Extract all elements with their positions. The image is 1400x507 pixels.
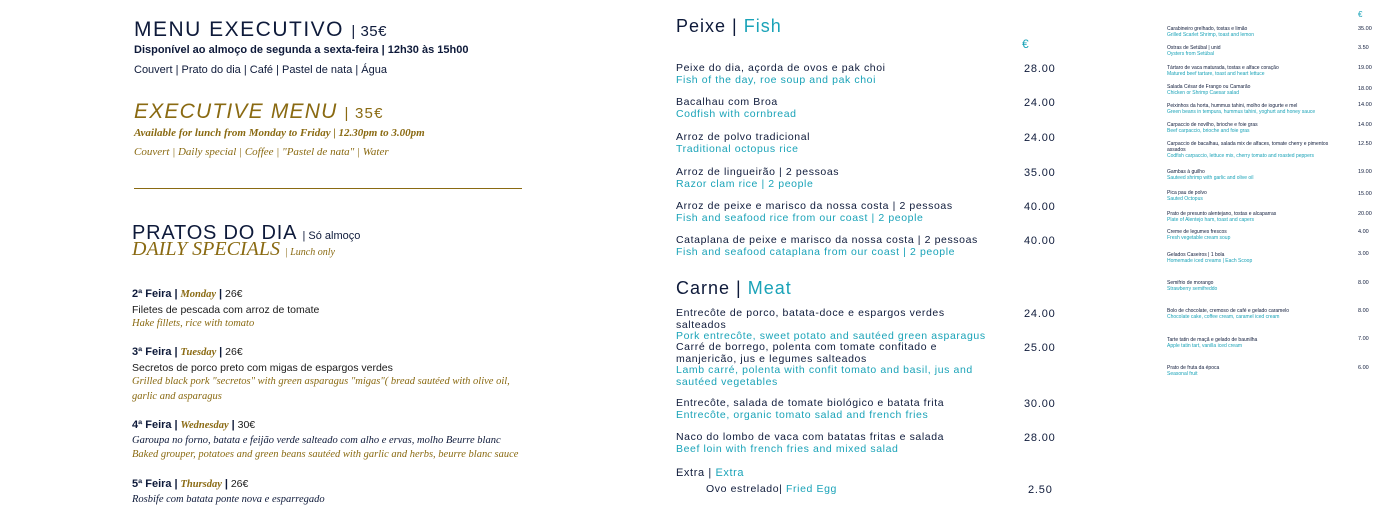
fish-title-pt: Peixe xyxy=(676,16,726,36)
executive-menu-title xyxy=(134,18,387,42)
day-dish-pt: Filetes de pescada com arroz de tomate xyxy=(132,303,532,318)
item-price: 14.00 xyxy=(1358,122,1372,128)
menu-item xyxy=(676,132,996,155)
item-name-en: Homemade iced creams | Each Scoop xyxy=(1167,258,1347,264)
item-name-en: Grilled Scarlet Shrimp, toast and lemon xyxy=(1167,32,1347,38)
extra-section-title: Extra | Extra xyxy=(676,467,744,479)
extra-title-pt: Extra xyxy=(676,467,705,479)
item-name-en: Plate of Alentejo ham, toast and capers xyxy=(1167,217,1347,223)
day-dish-en: Baked grouper, potatoes and green beans sautéed with garlic and herbs, beurre blanc sauce xyxy=(132,448,527,463)
item-price: 28.00 xyxy=(1024,63,1056,75)
day-name: 5ª Feira xyxy=(132,478,172,490)
item-price: 24.00 xyxy=(1024,308,1056,320)
item-name-pt: Arroz de polvo tradicional xyxy=(676,132,996,144)
day-dish-pt: Secretos de porco preto com migas de espargos verdes xyxy=(132,361,522,376)
day-price: 26€ xyxy=(225,346,243,358)
item-name-en: Oysters from Setúbal xyxy=(1167,51,1347,57)
fish-title-en: Fish xyxy=(744,16,782,36)
item-name-pt: Bolo de chocolate, cremoso de café e gelado caramelo xyxy=(1167,308,1347,314)
item-price: 25.00 xyxy=(1024,342,1056,354)
item-price: 4.00 xyxy=(1358,229,1369,235)
item-name-pt: Tártaro de vaca maturada, tostas e alface coração xyxy=(1167,65,1347,71)
item-price: 24.00 xyxy=(1024,132,1056,144)
item-price: 7.00 xyxy=(1358,336,1369,342)
item-name-pt: Entrecôte, salada de tomate biológico e batata frita xyxy=(676,398,996,410)
day-price: 26€ xyxy=(231,478,249,490)
menu-item xyxy=(676,201,996,224)
extra-item-pt: Ovo estrelado| xyxy=(706,483,783,495)
executive-menu-en-price: | 35€ xyxy=(345,105,384,122)
item-name-pt: Carabineiro grelhado, tostas e limão xyxy=(1167,26,1347,32)
right-menu-item xyxy=(1167,229,1347,241)
item-name-en: Fish and seafood cataplana from our coast | 2 people xyxy=(676,247,996,259)
day-name: 4ª Feira xyxy=(132,419,172,431)
day-dish-en: Grilled black pork "secretos" with green asparagus "migas"( bread sautéed with olive oil, garlic and asparagus xyxy=(132,375,522,404)
day-name-en: Thursday xyxy=(180,479,221,490)
item-name-pt: Arroz de lingueirão | 2 pessoas xyxy=(676,167,996,179)
item-price: 30.00 xyxy=(1024,398,1056,410)
right-menu-item xyxy=(1167,365,1347,377)
right-menu-item xyxy=(1167,337,1347,349)
daily-specials-title-en xyxy=(132,238,335,261)
item-price: 3.50 xyxy=(1358,45,1369,51)
item-name-pt: Creme de legumes frescos xyxy=(1167,229,1347,235)
item-price: 8.00 xyxy=(1358,280,1369,286)
daily-specials-title-text: PRATOS DO DIA xyxy=(132,222,296,244)
meat-title-pt: Carne xyxy=(676,278,730,298)
right-menu-item xyxy=(1167,65,1347,77)
day-dish-pt: Rosbife com batata ponte nova e esparregado xyxy=(132,493,532,507)
item-name-en: Codfish carpaccio, lettuce mix, cherry tomato and roasted peppers xyxy=(1167,153,1347,159)
executive-menu-en-title xyxy=(134,100,384,124)
item-price: 6.00 xyxy=(1358,365,1369,371)
item-name-en: Fresh vegetable cream soup xyxy=(1167,235,1347,241)
day-name-en: Wednesday xyxy=(180,420,228,431)
item-price: 40.00 xyxy=(1024,201,1056,213)
item-price: 14.00 xyxy=(1358,102,1372,108)
item-price: 12.50 xyxy=(1358,141,1372,147)
day-price: 26€ xyxy=(225,288,243,300)
executive-menu-availability: Disponível ao almoço de segunda a sexta-feira | 12h30 às 15h00 xyxy=(134,44,468,56)
item-price: 19.00 xyxy=(1358,169,1372,175)
item-price: 20.00 xyxy=(1358,211,1372,217)
item-name-en: Razor clam rice | 2 people xyxy=(676,179,996,191)
right-menu-item xyxy=(1167,190,1347,202)
item-price: 15.00 xyxy=(1358,191,1372,197)
right-menu-item xyxy=(1167,26,1347,38)
item-name-pt: Gambas à guilho xyxy=(1167,169,1347,175)
day-price: 30€ xyxy=(238,419,256,431)
extra-item-en: Fried Egg xyxy=(786,483,837,495)
item-name-en: Chocolate cake, coffee cream, caramel iced cream xyxy=(1167,314,1347,320)
day-dish-en: Hake fillets, rice with tomato xyxy=(132,317,532,332)
daily-specials-title-en-text: DAILY SPECIALS xyxy=(132,238,280,260)
item-name-pt: Peixe do dia, açorda de ovos e pak choi xyxy=(676,63,996,75)
item-name-pt: Entrecôte de porco, batata-doce e espargos verdes salteados xyxy=(676,308,996,331)
item-name-en: Chicken or Shrimp Caesar salad xyxy=(1167,90,1347,96)
section-divider xyxy=(134,188,522,189)
item-name-en: Beef loin with french fries and mixed salad xyxy=(676,444,996,456)
right-menu-item xyxy=(1167,45,1347,57)
item-name-en: Lamb carré, polenta with confit tomato and basil, jus and sautéed vegetables xyxy=(676,365,996,388)
item-name-pt: Gelados Caseiros | 1 bola xyxy=(1167,252,1347,258)
item-name-en: Beef carpaccio, brioche and foie gras xyxy=(1167,128,1347,134)
day-name: 2ª Feira xyxy=(132,288,172,300)
item-name-en: Strawberry semifreddo xyxy=(1167,286,1347,292)
daily-specials-note: | Só almoço xyxy=(303,230,361,242)
menu-item xyxy=(676,398,996,421)
right-menu-item xyxy=(1167,308,1347,320)
daily-special-thursday: 5ª Feira | Thursday | 26€ Rosbife com batata ponte nova e esparregado xyxy=(132,477,532,507)
menu-item xyxy=(676,97,996,120)
item-price: 8.00 xyxy=(1358,308,1369,314)
item-name-en: Pork entrecôte, sweet potato and sautéed green asparagus xyxy=(676,331,996,343)
item-name-pt: Prato de fruta da época xyxy=(1167,365,1347,371)
executive-menu-en-availability: Available for lunch from Monday to Friday | 12.30pm to 3.00pm xyxy=(134,127,425,139)
right-menu-item xyxy=(1167,280,1347,292)
item-name-en: Green beans in tempura, hummus tahini, yoghurt and honey sauce xyxy=(1167,109,1347,115)
item-name-pt: Pica pau de polvo xyxy=(1167,190,1347,196)
currency-label-right: € xyxy=(1358,10,1362,19)
item-price: 35.00 xyxy=(1024,167,1056,179)
day-name: 3ª Feira xyxy=(132,346,172,358)
executive-menu-title-text: MENU EXECUTIVO xyxy=(134,18,344,41)
item-name-pt: Prato de presunto alentejano, tostas e alcaparras xyxy=(1167,211,1347,217)
item-name-pt: Carpaccio de bacalhau, salada mix de alfaces, tomate cherry e pimentos assados xyxy=(1167,141,1347,153)
day-name-en: Monday xyxy=(180,289,216,300)
day-dish-pt: Garoupa no forno, batata e feijão verde salteado com alho e ervas, molho Beurre blanc xyxy=(132,434,527,449)
menu-item xyxy=(676,342,996,388)
item-name-pt: Salada César de Frango ou Camarão xyxy=(1167,84,1347,90)
daily-special-wednesday: 4ª Feira | Wednesday | 30€ Garoupa no forno, batata e feijão verde salteado com alho e ervas, molho Beurre blanc Baked grouper, potatoes and green beans sautéed with garlic and herbs, beurre blanc sauce xyxy=(132,418,527,463)
item-name-pt: Tarte tatin de maçã e gelado de baunilha xyxy=(1167,337,1347,343)
item-name-en: Traditional octopus rice xyxy=(676,144,996,156)
meat-title-en: Meat xyxy=(748,278,792,298)
daily-specials-note-en: | Lunch only xyxy=(285,247,335,258)
menu-item xyxy=(676,432,996,455)
item-name-pt: Peixinhos da horta, hummus tahini, molho de iogurte e mel xyxy=(1167,103,1347,109)
item-name-pt: Cataplana de peixe e marisco da nossa costa | 2 pessoas xyxy=(676,235,996,247)
item-name-en: Seasonal fruit xyxy=(1167,371,1347,377)
executive-menu-en-couvert: Couvert | Daily special | Coffee | "Pastel de nata" | Water xyxy=(134,146,389,158)
extra-title-en: Extra xyxy=(715,467,744,479)
right-menu-item xyxy=(1167,141,1347,159)
executive-menu-couvert: Couvert | Prato do dia | Café | Pastel de nata | Água xyxy=(134,64,387,76)
item-name-en: Fish of the day, roe soup and pak choi xyxy=(676,75,996,87)
item-name-en: Sauteed shrimp with garlic and olive oil xyxy=(1167,175,1347,181)
item-name-pt: Carpaccio de novilho, brioche e foie gras xyxy=(1167,122,1347,128)
executive-menu-en-title-text: EXECUTIVE MENU xyxy=(134,100,338,123)
item-name-en: Codfish with cornbread xyxy=(676,109,996,121)
item-price: 18.00 xyxy=(1358,86,1372,92)
item-name-pt: Ostras de Setúbal | unid xyxy=(1167,45,1347,51)
right-menu-item xyxy=(1167,122,1347,134)
item-price: 28.00 xyxy=(1024,432,1056,444)
item-price: 40.00 xyxy=(1024,235,1056,247)
right-menu-item xyxy=(1167,252,1347,264)
item-name-pt: Arroz de peixe e marisco da nossa costa | 2 pessoas xyxy=(676,201,996,213)
item-name-en: Matured beef tartare, toast and heart lettuce xyxy=(1167,71,1347,77)
item-price: 19.00 xyxy=(1358,65,1372,71)
item-name-pt: Semifrio de morango xyxy=(1167,280,1347,286)
right-menu-item xyxy=(1167,169,1347,181)
item-name-en: Fish and seafood rice from our coast | 2 people xyxy=(676,213,996,225)
extra-item xyxy=(706,483,837,495)
right-menu-item xyxy=(1167,211,1347,223)
menu-item xyxy=(676,235,996,258)
currency-label: € xyxy=(1022,37,1029,51)
day-name-en: Tuesday xyxy=(180,347,216,358)
executive-menu-price: | 35€ xyxy=(351,23,387,40)
extra-price: 2.50 xyxy=(1028,484,1053,496)
item-price: 3.00 xyxy=(1358,251,1369,257)
fish-section-title: Peixe | Fish xyxy=(676,16,782,37)
menu-item xyxy=(676,308,996,343)
right-menu-item xyxy=(1167,103,1347,115)
meat-section-title: Carne | Meat xyxy=(676,278,792,299)
daily-special-monday: 2ª Feira | Monday | 26€ Filetes de pescada com arroz de tomate Hake fillets, rice with tomato xyxy=(132,287,532,332)
menu-item xyxy=(676,63,996,86)
right-menu-item xyxy=(1167,84,1347,96)
item-name-pt: Carré de borrego, polenta com tomate confitado e manjericão, jus e legumes salteados xyxy=(676,342,996,365)
item-price: 35.00 xyxy=(1358,26,1372,32)
item-name-en: Sauted Octopus xyxy=(1167,196,1347,202)
item-price: 24.00 xyxy=(1024,97,1056,109)
item-name-pt: Bacalhau com Broa xyxy=(676,97,996,109)
item-name-pt: Naco do lombo de vaca com batatas fritas e salada xyxy=(676,432,996,444)
item-name-en: Entrecôte, organic tomato salad and french fries xyxy=(676,410,996,422)
daily-special-tuesday: 3ª Feira | Tuesday | 26€ Secretos de porco preto com migas de espargos verdes Grilled black pork "secretos" with green asparagus "migas"( bread sautéed with olive oil, garlic and asparagus xyxy=(132,345,522,404)
item-name-en: Apple tatin tart, vanilla iced cream xyxy=(1167,343,1347,349)
menu-item xyxy=(676,167,996,190)
